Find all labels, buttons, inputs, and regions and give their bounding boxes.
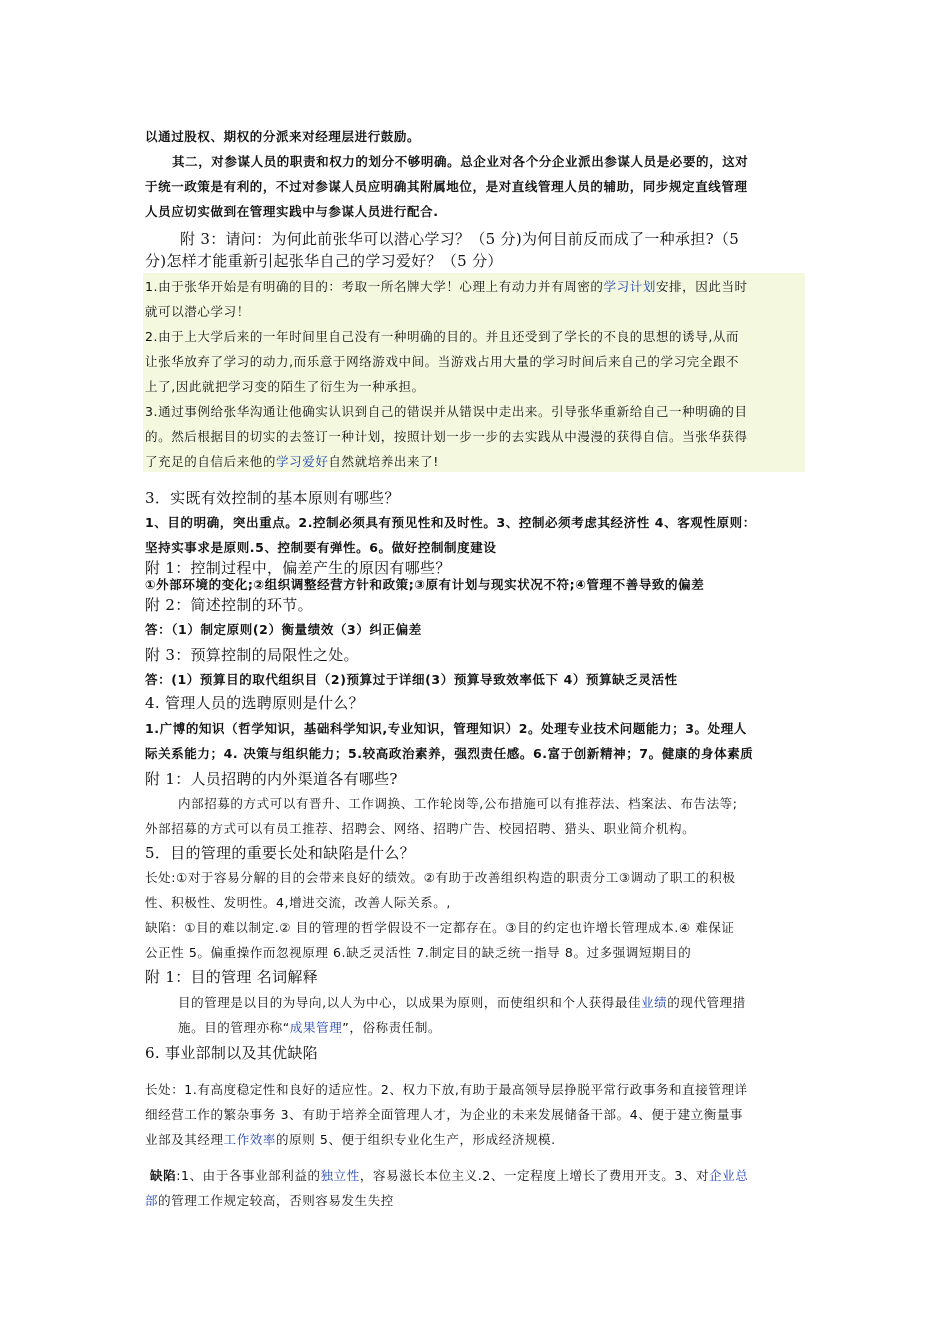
text-line: 了充足的自信后来他的学习爱好自然就培养出来了! (145, 454, 439, 469)
question-heading: 附 2：简述控制的环节。 (145, 596, 313, 614)
text-line: 公正性 5。偏重操作而忽视原理 6.缺乏灵活性 7.制定目的缺乏统一指导 8。过多强调短期目的 (145, 945, 692, 960)
question-heading: 5．目的管理的重要长处和缺陷是什么？ (145, 844, 415, 862)
text-line: 人员应切实做到在管理实践中与参谋人员进行配合. (145, 204, 439, 219)
question-heading: 6. 事业部制以及其优缺陷 (145, 1044, 318, 1062)
text-line: 的。然后根据目的切实的去签订一种计划，按照计划一步一步的去实践从中漫漫的获得自信。当张华获得 (145, 429, 748, 444)
text-line: 长处:①对于容易分解的目的会带来良好的绩效。②有助于改善组织构造的职责分工③调动了职工的积极 (145, 870, 736, 885)
text-line: 于统一政策是有利的，不过对参谋人员应明确其附属地位，是对直线管理人员的辅助，同步规定直线管理 (145, 179, 748, 194)
text-line: 缺陷：①目的难以制定.② 目的管理的哲学假设不一定都存在。③目的约定也许增长管理成本.④ 难保证 (145, 920, 735, 935)
text-line: ①外部环境的变化;②组织调整经营方针和政策;③原有计划与现实状况不符;④管理不善导致的偏差 (145, 577, 705, 592)
question-heading: 4. 管理人员的选聘原则是什么？ (145, 694, 364, 712)
headquarters-link-cont[interactable]: 部 (145, 1193, 159, 1208)
text-line: 1.由于张华开始是有明确的目的：考取一所名牌大学！心理上有动力并有周密的学习计划安排，因此当时 (145, 279, 748, 294)
text-line: 部的管理工作规定较高，否则容易发生失控 (145, 1193, 394, 1208)
question-heading: 分)怎样才能重新引起张华自己的学习爱好？（5 分） (145, 252, 503, 270)
study-plan-link[interactable]: 学习计划 (603, 279, 656, 294)
text-line: 外部招募的方式可以有员工推荐、招聘会、网络、招聘广告、校园招聘、猎头、职业简介机构。 (145, 821, 696, 836)
text-line: 长处：1.有高度稳定性和良好的适应性。2、权力下放,有助于最高领导层挣脱平常行政事务和直接管理详 (145, 1082, 748, 1097)
question-heading: 附 1：人员招聘的内外渠道各有哪些? (145, 770, 398, 788)
study-interest-link[interactable]: 学习爱好 (276, 454, 329, 469)
text-line: 3.通过事例给张华沟通让他确实认识到自己的错误并从错误中走出来。引导张华重新给自己一种明确的目 (145, 404, 748, 419)
text-line: 2.由于上大学后来的一年时间里自己没有一种明确的目的。并且还受到了学长的不良的思想的诱导,从而 (145, 329, 740, 344)
text-line: 其二，对参谋人员的职责和权力的划分不够明确。总企业对各个分企业派出参谋人员是必要的，这对 (172, 154, 749, 169)
text-line: 坚持实事求是原则.5、控制要有弹性。6。做好控制制度建设 (145, 540, 497, 555)
text-line: 让张华放弃了学习的动力,而乐意于网络游戏中间。当游戏占用大量的学习时间后来自己的学习完全跟不 (145, 354, 740, 369)
headquarters-link[interactable]: 企业总 (709, 1168, 749, 1183)
text-line: 答：(1）预算目的取代组织目（2)预算过于详细(3）预算导致效率低下 4）预算缺乏灵活性 (145, 672, 678, 687)
independence-link[interactable]: 独立性 (320, 1168, 360, 1183)
text-line: 业部及其经理工作效率的原则 5、便于组织专业化生产，形成经济规模. (145, 1132, 556, 1147)
question-heading: 附 1：目的管理 名词解释 (145, 968, 318, 986)
results-management-link[interactable]: 成果管理 (289, 1020, 343, 1035)
text-line: 以通过股权、期权的分派来对经理层进行鼓励。 (145, 129, 421, 144)
text-line: 目的管理是以目的为导向,以人为中心，以成果为原则，而使组织和个人获得最佳业绩的现代管理措 (178, 995, 746, 1010)
text-line: 1.广博的知识（哲学知识，基础科学知识,专业知识，管理知识）2。处理专业技术问题能力；3。处理人 (145, 721, 747, 736)
question-heading: 附 3：预算控制的局限性之处。 (145, 646, 359, 664)
question-heading: 3．实既有效控制的基本原则有哪些？ (145, 489, 400, 507)
text-line: 际关系能力；4. 决策与组织能力；5.较高政治素养，强烈责任感。6.富于创新精神；7。健康的身体素质 (145, 746, 754, 761)
work-efficiency-link[interactable]: 工作效率 (223, 1132, 277, 1147)
text-line: 内部招募的方式可以有晋升、工作调换、工作轮岗等,公布措施可以有推荐法、档案法、布告法等; (178, 796, 738, 811)
text-line: 施。目的管理亦称“成果管理”，俗称责任制。 (178, 1020, 442, 1035)
performance-link[interactable]: 业绩 (641, 995, 668, 1010)
question-heading: 附 3：请问：为何此前张华可以潜心学习？（5 分)为何目前反而成了一种承担?（5 (180, 230, 740, 248)
text-line: 上了,因此就把学习变的陌生了衍生为一种承担。 (145, 379, 425, 394)
text-line: 细经营工作的繁杂事务 3、有助于培养全面管理人才，为企业的未来发展储备干部。4、便于建立衡量事 (145, 1107, 744, 1122)
text-line: 就可以潜心学习！ (145, 304, 250, 319)
question-heading: 附 1：控制过程中，偏差产生的原因有哪些？ (145, 559, 451, 577)
text-line: 缺陷:1、由于各事业部利益的独立性，容易滋长本位主义.2、一定程度上增长了费用开支。3、对企业总 (150, 1168, 749, 1183)
text-line: 性、积极性、发明性。4,增进交流，改善人际关系。, (145, 895, 451, 910)
text-line: 答：（1）制定原则(2）衡量绩效（3）纠正偏差 (145, 622, 422, 637)
text-line: 1、目的明确，突出重点。2.控制必须具有预见性和及时性。3、控制必须考虑其经济性 4、客观性原则： (145, 515, 756, 530)
